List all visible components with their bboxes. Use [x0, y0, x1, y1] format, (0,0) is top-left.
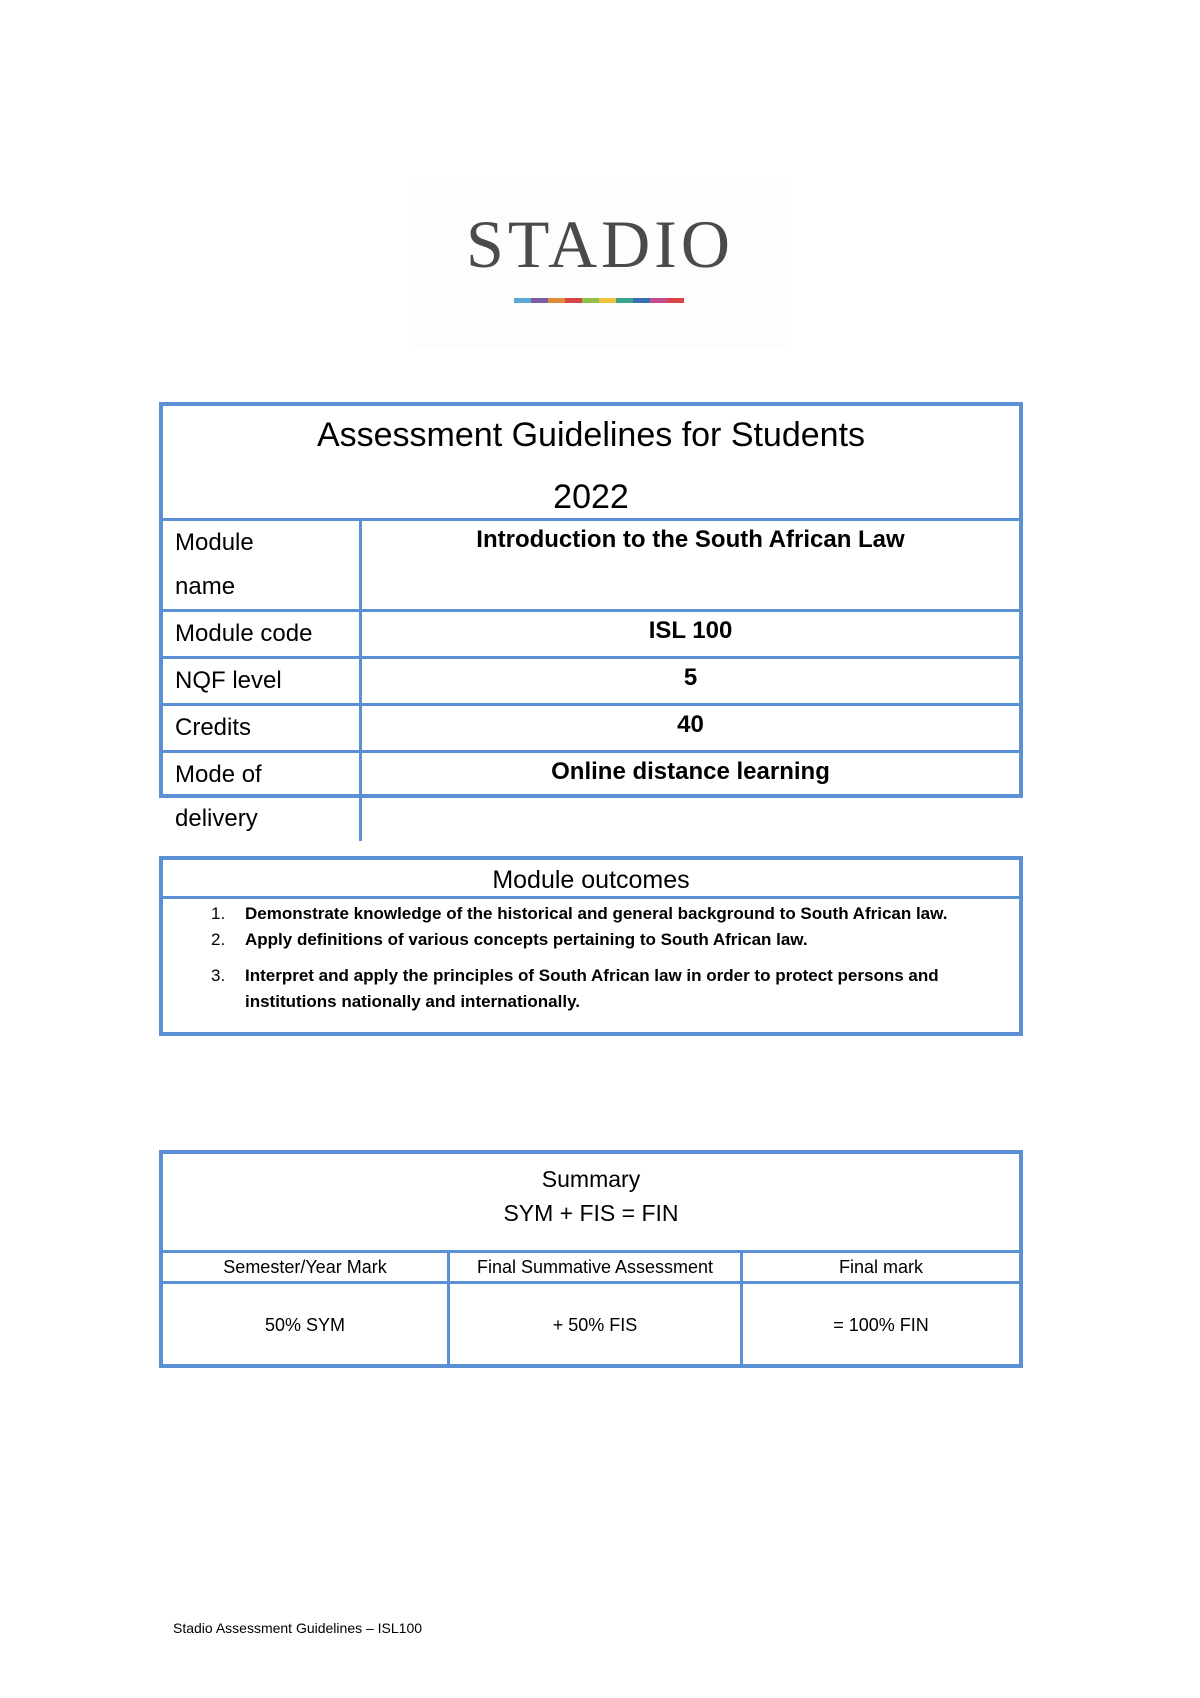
table-row	[163, 705, 1019, 752]
row-value-nqf-level: 5	[361, 658, 1020, 705]
logo-bar-segment	[514, 298, 531, 303]
document-year: 2022	[553, 478, 629, 516]
header-semester-year-mark: Semester/Year Mark	[163, 1253, 449, 1283]
row-label-module-code: Module code	[163, 611, 361, 658]
details-header	[163, 406, 1019, 521]
module-details-table	[159, 402, 1023, 832]
logo-bar-segment	[582, 298, 599, 303]
stadio-logo	[410, 178, 790, 348]
summary-title: Summary	[541, 1166, 641, 1192]
summary-grid	[163, 1253, 1019, 1366]
header-final-summative-assessment: Final Summative Assessment	[449, 1253, 742, 1283]
details-grid	[163, 521, 1019, 841]
logo-bar-segment	[616, 298, 633, 303]
table-row	[163, 658, 1019, 705]
header-final-mark: Final mark	[742, 1253, 1020, 1283]
page-footer: Stadio Assessment Guidelines – ISL100	[173, 1620, 423, 1636]
document-title: Assessment Guidelines for Students	[316, 416, 866, 454]
table-row	[163, 1283, 1019, 1367]
value-fin: = 100% FIN	[833, 1314, 929, 1335]
outcomes-list	[163, 899, 1019, 1015]
value-fis: + 50% FIS	[449, 1283, 742, 1367]
table-row	[163, 611, 1019, 658]
row-value-module-name: Introduction to the South African Law	[361, 521, 1020, 611]
row-label-module-name: Module name	[163, 521, 361, 611]
table-row	[163, 1253, 1019, 1283]
summary-table	[159, 1150, 1023, 1368]
row-value-mode-of-delivery: Online distance learning	[551, 758, 830, 785]
row-label-nqf-level: NQF level	[163, 658, 361, 705]
row-value-module-code: ISL 100	[361, 611, 1020, 658]
row-label-mode-of-delivery: Mode of delivery	[163, 752, 361, 842]
list-item: 1. Demonstrate knowledge of the historical and general background to South African law.	[211, 904, 948, 923]
logo-bar-segment	[531, 298, 548, 303]
summary-header	[163, 1154, 1019, 1253]
row-value-credits: 40	[361, 705, 1020, 752]
logo-bar-segment	[599, 298, 616, 303]
table-row	[163, 752, 1019, 842]
module-outcomes-box	[159, 856, 1023, 1036]
logo-bar-segment	[633, 298, 650, 303]
logo-wordmark: STADIO	[466, 206, 734, 282]
logo-bar-segment	[650, 298, 667, 303]
row-label-credits: Credits	[163, 705, 361, 752]
value-sym: 50% SYM	[163, 1283, 449, 1367]
logo-color-bar	[514, 298, 684, 303]
table-row	[163, 521, 1019, 611]
logo-bar-segment	[548, 298, 565, 303]
logo-bar-segment	[667, 298, 684, 303]
outcomes-title: Module outcomes	[163, 860, 1019, 899]
summary-formula: SYM + FIS = FIN	[503, 1200, 679, 1226]
list-item: 2. Apply definitions of various concepts pertaining to South African law.	[211, 930, 808, 949]
logo-bar-segment	[565, 298, 582, 303]
list-item: 3. Interpret and apply the principles of South African law in order to protect persons and institutions nationally and internationally.	[211, 966, 939, 1011]
